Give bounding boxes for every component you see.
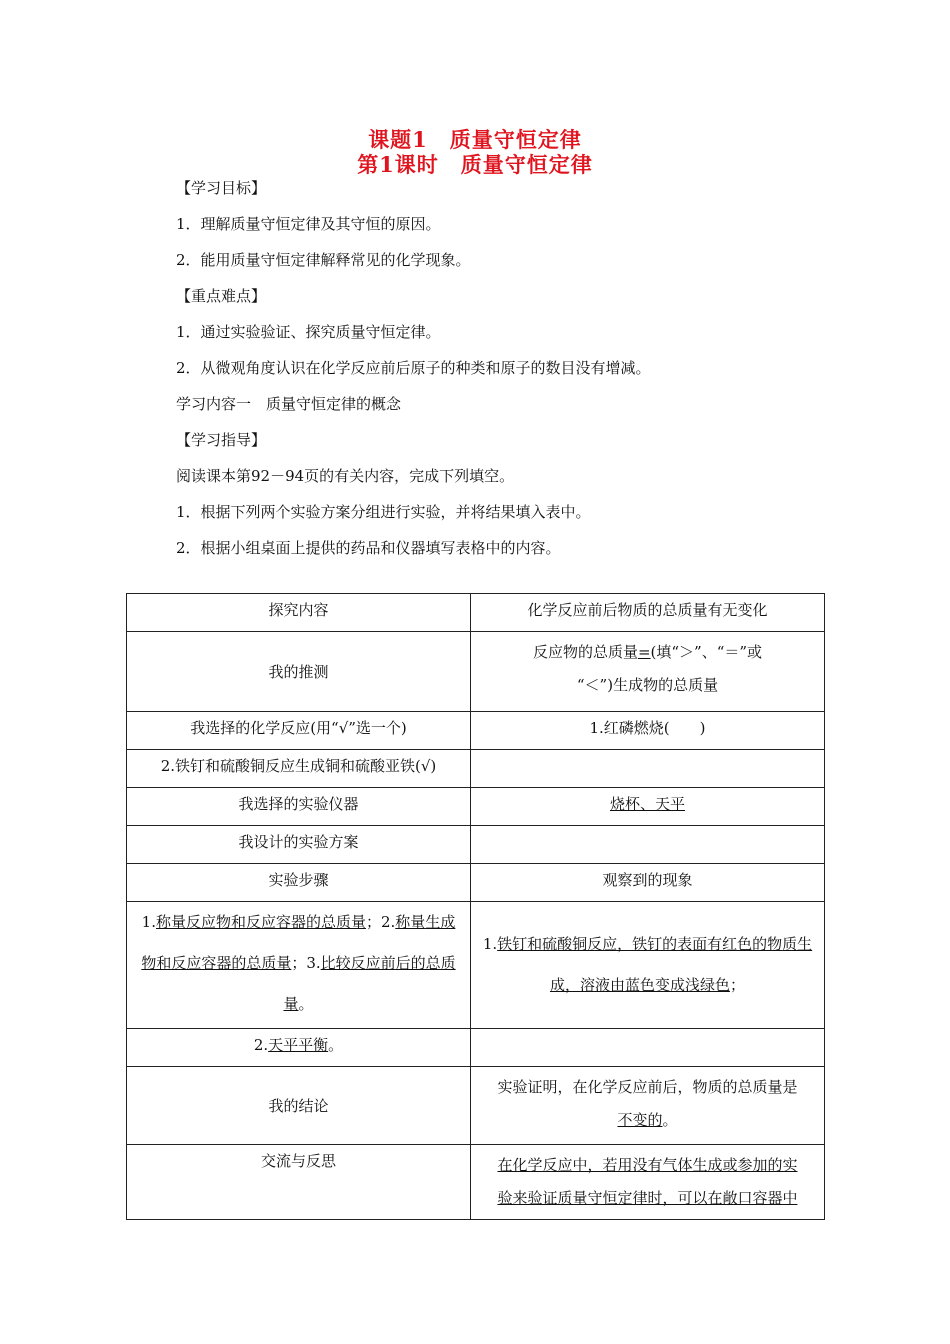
table-row	[127, 1145, 825, 1220]
table-cell: 探究内容	[268, 601, 329, 619]
table-row	[127, 632, 825, 712]
guide-item-1: 1．根据下列两个实验方案分组进行实验，并将结果填入表中。	[176, 503, 591, 521]
key-point-2: 2．从微观角度认识在化学反应前后原子的种类和原子的数目没有增减。	[176, 359, 651, 377]
conclusion-answer: 不变的。	[617, 1111, 678, 1129]
steps-text: 1.称量反应物和反应容器的总质量；2.称量生成物和反应容器的总质量；3.比较反应前后的总质量。	[141, 913, 456, 1013]
table-row	[127, 902, 825, 1029]
goal-item-2: 2．能用质量守恒定律解释常见的化学现象。	[176, 251, 471, 269]
table-row	[127, 1067, 825, 1145]
table-row	[127, 864, 825, 902]
table-cell: 化学反应前后物质的总质量有无变化	[527, 601, 768, 619]
key-points-heading: 【重点难点】	[176, 287, 267, 305]
guide-intro: 阅读课本第92－94页的有关内容，完成下列填空。	[176, 467, 515, 485]
table-cell	[479, 826, 816, 832]
table-row	[127, 788, 825, 826]
guide-item-2: 2．根据小组桌面上提供的药品和仪器填写表格中的内容。	[176, 539, 561, 557]
lesson-subtitle: 第1课时 质量守恒定律	[357, 152, 593, 177]
goal-item-1: 1．理解质量守恒定律及其守恒的原因。	[176, 215, 441, 233]
table-row	[127, 712, 825, 750]
answer-blank: =	[637, 643, 651, 661]
table-cell: 我设计的实验方案	[238, 833, 359, 851]
experiment-table	[126, 593, 825, 1220]
table-row	[127, 750, 825, 788]
table-cell: 交流与反思	[260, 1152, 336, 1170]
prediction-answer-text-2: “＜”)生成物的总质量	[576, 676, 719, 694]
conclusion-text: 实验证明，在化学反应前后，物质的总质量是	[497, 1078, 798, 1096]
table-cell: 观察到的现象	[602, 871, 693, 889]
table-cell	[479, 750, 816, 756]
table-cell: 我选择的实验仪器	[238, 795, 359, 813]
guide-heading: 【学习指导】	[176, 431, 267, 449]
table-cell: 我的结论	[268, 1096, 329, 1115]
table-row	[127, 1029, 825, 1067]
lesson-title: 课题1 质量守恒定律	[368, 127, 582, 152]
observation-text: 1.铁钉和硫酸铜反应，铁钉的表面有红色的物质生成，溶液由蓝色变成浅绿色；	[482, 935, 813, 994]
table-cell: 实验步骤	[268, 871, 329, 889]
table-cell	[479, 1029, 816, 1035]
table-cell: 1.红磷燃烧( )	[589, 719, 706, 737]
prediction-answer-text: 反应物的总质量=(填“＞”、“＝”或	[532, 643, 763, 661]
table-cell: 我的推测	[268, 662, 329, 681]
reflection-text: 在化学反应中，若用没有气体生成或参加的实	[497, 1156, 798, 1174]
table-row	[127, 826, 825, 864]
table-cell: 我选择的化学反应(用“√”选一个)	[190, 719, 407, 737]
table-row	[127, 594, 825, 632]
content-one-heading: 学习内容一 质量守恒定律的概念	[176, 395, 402, 413]
table-cell: 2.铁钉和硫酸铜反应生成铜和硫酸亚铁(√)	[160, 757, 437, 775]
goals-heading: 【学习目标】	[176, 179, 267, 197]
table-cell: 2.天平平衡。	[253, 1036, 344, 1054]
answer-blank: 烧杯、天平	[609, 795, 685, 813]
reflection-text-2: 验来验证质量守恒定律时，可以在敞口容器中	[497, 1189, 798, 1207]
key-point-1: 1．通过实验验证、探究质量守恒定律。	[176, 323, 441, 341]
